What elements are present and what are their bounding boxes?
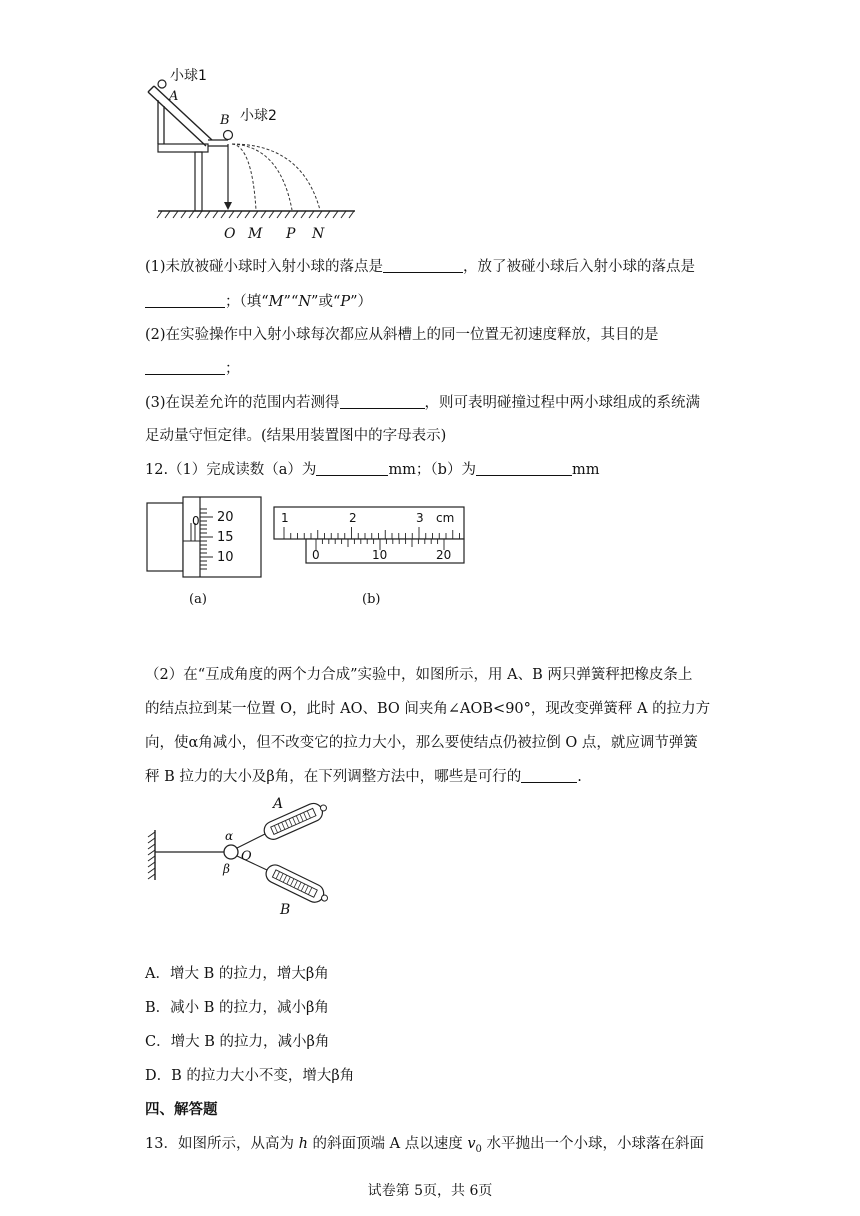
caliper-vernier-20: 20	[436, 548, 452, 562]
ground-label-m: M	[248, 226, 263, 242]
ground-label-o: O	[224, 226, 236, 242]
answer-blank[interactable]	[145, 293, 225, 308]
caliper-unit: cm	[436, 511, 455, 525]
caliper-caption: (b)	[362, 592, 381, 607]
caliper-main-3: 3	[416, 511, 424, 525]
answer-blank[interactable]	[521, 768, 577, 783]
answer-blank[interactable]	[340, 394, 425, 409]
point-a-label: A	[169, 89, 179, 104]
answer-blank[interactable]	[383, 258, 463, 273]
force-label-o: O	[241, 849, 252, 864]
q11-part1-line1: (1)未放被碰小球时入射小球的落点是 ，放了被碰小球后入射小球的落点是	[145, 259, 696, 275]
q12-part2-line2: 的结点拉到某一位置 O，此时 AO、BO 间夹角∠AOB<90°，现改变弹簧秤 A 的拉力方	[145, 701, 711, 717]
q13-line1: 13．如图所示，从高为 h 的斜面顶端 A 点以速度 $v_0$ 水平抛出一个小球，小球落在斜面	[145, 1136, 705, 1155]
q11-part3-line1: (3)在误差允许的范围内若测得 ，则可表明碰撞过程中两小球组成的系统满	[145, 395, 701, 411]
ball1-label: 小球1	[170, 68, 207, 84]
vernier-caliper-figure	[272, 503, 472, 608]
answer-blank[interactable]	[316, 461, 388, 476]
caliper-vernier-10: 10	[372, 548, 388, 562]
q12-part1-line: 12.（1）完成读数（a）为 mm；（b）为 mm	[145, 462, 600, 478]
micrometer-label-15: 15	[217, 530, 234, 545]
ground-label-p: P	[286, 226, 296, 242]
spring-balance-figure	[145, 790, 335, 920]
force-label-b: B	[280, 902, 291, 918]
collision-apparatus-figure	[140, 60, 370, 245]
caliper-main-1: 1	[281, 511, 289, 525]
page-footer: 试卷第 5页，共 6页	[367, 1183, 493, 1199]
ball-1	[158, 80, 166, 88]
micrometer-label-10: 10	[217, 550, 234, 565]
q12-part2-line1: （2）在“互成角度的两个力合成”实验中，如图所示，用 A、B 两只弹簧秤把橡皮条上	[145, 667, 693, 683]
ground-label-n: N	[312, 226, 325, 242]
option-c[interactable]: C．增大 B 的拉力，减小β角	[145, 1034, 330, 1050]
ball-2	[224, 131, 233, 140]
force-label-beta: β	[223, 862, 230, 876]
q11-part2-line2: ；	[145, 357, 240, 378]
answer-blank[interactable]	[145, 360, 225, 375]
q11-part2-line1: (2)在实验操作中入射小球每次都应从斜槽上的同一位置无初速度释放，其目的是	[145, 327, 659, 343]
micrometer-figure	[145, 493, 270, 608]
q12-part2-line4: 秤 B 拉力的大小及β角，在下列调整方法中，哪些是可行的 .	[145, 769, 582, 785]
q11-part1-line2: ；（填“M”“N”或“P”）	[145, 290, 372, 311]
option-a[interactable]: A．增大 B 的拉力，增大β角	[145, 966, 329, 982]
ball2-label: 小球2	[240, 108, 277, 124]
option-b[interactable]: B．减小 B 的拉力，减小β角	[145, 1000, 329, 1016]
answer-blank[interactable]	[476, 461, 572, 476]
q12-part2-line3: 向，使α角减小，但不改变它的拉力大小，那么要使结点仍被拉倒 O 点，就应调节弹簧	[145, 735, 698, 751]
option-d[interactable]: D．B 的拉力大小不变，增大β角	[145, 1068, 355, 1084]
caliper-main-2: 2	[349, 511, 357, 525]
q11-part3-line2: 足动量守恒定律。(结果用装置图中的字母表示)	[145, 428, 447, 444]
force-label-alpha: α	[225, 829, 234, 843]
section-heading: 四、解答题	[145, 1101, 218, 1118]
force-label-a: A	[273, 796, 284, 812]
micrometer-caption: (a)	[189, 592, 207, 607]
micrometer-label-20: 20	[217, 510, 234, 525]
point-b-label: B	[220, 113, 230, 128]
micrometer-label-0: 0	[192, 514, 200, 528]
caliper-vernier-0: 0	[312, 548, 320, 562]
